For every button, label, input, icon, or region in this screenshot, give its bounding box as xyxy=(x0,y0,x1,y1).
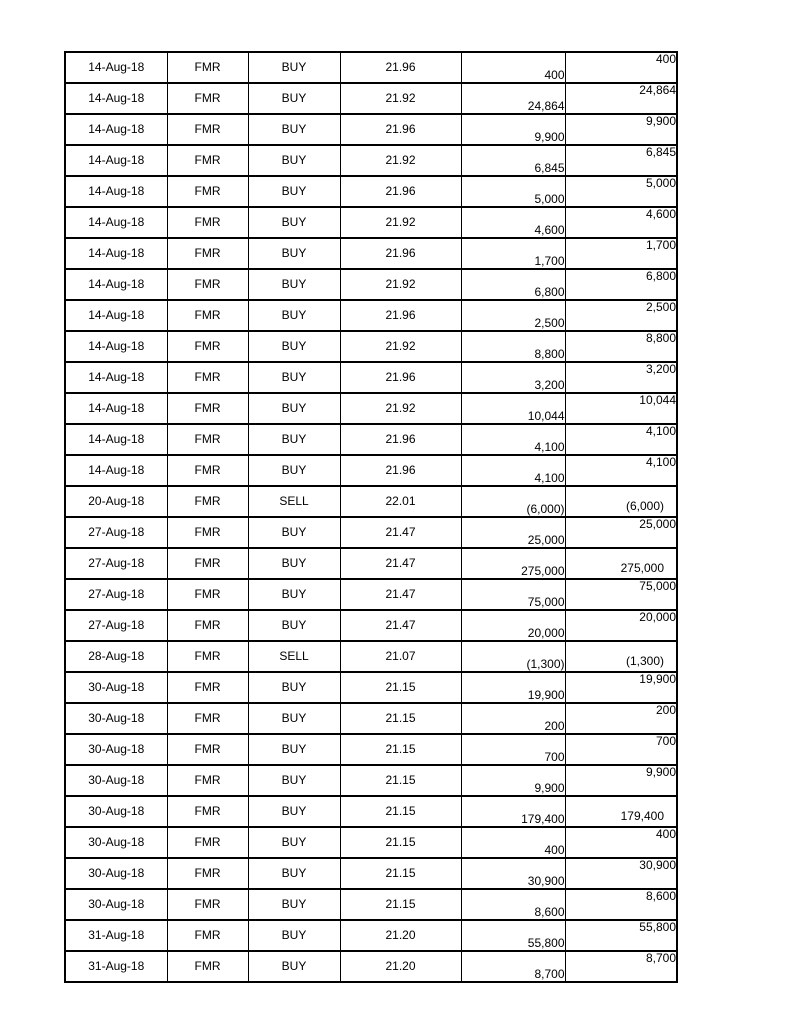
cell-price: 21.92 xyxy=(340,83,461,114)
cell-price: 21.92 xyxy=(340,145,461,176)
cell-quantity-2: 4,100 xyxy=(565,424,677,455)
cell-trade-type: BUY xyxy=(248,858,340,889)
cell-firm: FMR xyxy=(167,52,248,83)
table-row xyxy=(65,145,677,176)
cell-quantity-2: 19,900 xyxy=(565,672,677,703)
cell-quantity: 8,700 xyxy=(461,951,565,982)
cell-trade-type: BUY xyxy=(248,951,340,982)
cell-price: 21.07 xyxy=(340,641,461,672)
cell-firm: FMR xyxy=(167,951,248,982)
cell-trade-type: BUY xyxy=(248,52,340,83)
table-row xyxy=(65,827,677,858)
table-row xyxy=(65,362,677,393)
cell-quantity-2: 10,044 xyxy=(565,393,677,424)
cell-quantity-2: 75,000 xyxy=(565,579,677,610)
cell-trade-type: BUY xyxy=(248,889,340,920)
cell-quantity-2: 3,200 xyxy=(565,362,677,393)
cell-quantity-2: 24,864 xyxy=(565,83,677,114)
cell-date: 28-Aug-18 xyxy=(65,641,167,672)
cell-trade-type: BUY xyxy=(248,424,340,455)
cell-quantity-2: (1,300) xyxy=(565,641,677,672)
cell-quantity: 20,000 xyxy=(461,610,565,641)
cell-trade-type: BUY xyxy=(248,827,340,858)
cell-price: 21.15 xyxy=(340,827,461,858)
cell-date: 27-Aug-18 xyxy=(65,517,167,548)
cell-date: 14-Aug-18 xyxy=(65,331,167,362)
cell-trade-type: BUY xyxy=(248,269,340,300)
cell-firm: FMR xyxy=(167,734,248,765)
cell-date: 14-Aug-18 xyxy=(65,114,167,145)
cell-quantity: 275,000 xyxy=(461,548,565,579)
cell-trade-type: BUY xyxy=(248,176,340,207)
cell-quantity-2: 275,000 xyxy=(565,548,677,579)
cell-quantity-2: 30,900 xyxy=(565,858,677,889)
cell-quantity: 3,200 xyxy=(461,362,565,393)
cell-firm: FMR xyxy=(167,176,248,207)
cell-firm: FMR xyxy=(167,331,248,362)
cell-trade-type: BUY xyxy=(248,114,340,145)
cell-firm: FMR xyxy=(167,114,248,145)
cell-price: 21.15 xyxy=(340,672,461,703)
cell-price: 21.96 xyxy=(340,176,461,207)
table-row xyxy=(65,765,677,796)
table-row xyxy=(65,858,677,889)
cell-quantity-2: 5,000 xyxy=(565,176,677,207)
cell-price: 21.15 xyxy=(340,703,461,734)
cell-price: 21.96 xyxy=(340,362,461,393)
cell-quantity: (1,300) xyxy=(461,641,565,672)
table-row xyxy=(65,393,677,424)
cell-trade-type: BUY xyxy=(248,796,340,827)
cell-date: 14-Aug-18 xyxy=(65,300,167,331)
cell-trade-type: BUY xyxy=(248,765,340,796)
cell-quantity-2: 1,700 xyxy=(565,238,677,269)
cell-price: 21.96 xyxy=(340,424,461,455)
cell-date: 14-Aug-18 xyxy=(65,52,167,83)
cell-trade-type: BUY xyxy=(248,362,340,393)
cell-date: 14-Aug-18 xyxy=(65,207,167,238)
cell-price: 21.96 xyxy=(340,238,461,269)
table-row xyxy=(65,52,677,83)
cell-trade-type: SELL xyxy=(248,641,340,672)
cell-price: 21.92 xyxy=(340,331,461,362)
cell-quantity: 4,600 xyxy=(461,207,565,238)
trades-table-body xyxy=(65,52,677,982)
cell-trade-type: BUY xyxy=(248,734,340,765)
cell-firm: FMR xyxy=(167,827,248,858)
table-row xyxy=(65,83,677,114)
cell-quantity: 8,600 xyxy=(461,889,565,920)
cell-quantity: 179,400 xyxy=(461,796,565,827)
cell-date: 30-Aug-18 xyxy=(65,672,167,703)
table-row xyxy=(65,300,677,331)
cell-quantity: 30,900 xyxy=(461,858,565,889)
cell-firm: FMR xyxy=(167,362,248,393)
cell-quantity: 25,000 xyxy=(461,517,565,548)
cell-price: 21.92 xyxy=(340,269,461,300)
table-row xyxy=(65,889,677,920)
cell-quantity-2: 20,000 xyxy=(565,610,677,641)
cell-price: 21.20 xyxy=(340,951,461,982)
cell-quantity: 6,800 xyxy=(461,269,565,300)
cell-firm: FMR xyxy=(167,548,248,579)
cell-trade-type: BUY xyxy=(248,207,340,238)
cell-quantity: 2,500 xyxy=(461,300,565,331)
cell-date: 27-Aug-18 xyxy=(65,548,167,579)
cell-date: 14-Aug-18 xyxy=(65,362,167,393)
table-row xyxy=(65,951,677,982)
cell-quantity: 8,800 xyxy=(461,331,565,362)
cell-quantity-2: (6,000) xyxy=(565,486,677,517)
cell-quantity: 75,000 xyxy=(461,579,565,610)
cell-firm: FMR xyxy=(167,610,248,641)
cell-firm: FMR xyxy=(167,486,248,517)
cell-date: 14-Aug-18 xyxy=(65,455,167,486)
table-row xyxy=(65,455,677,486)
cell-date: 31-Aug-18 xyxy=(65,920,167,951)
cell-quantity: 700 xyxy=(461,734,565,765)
cell-firm: FMR xyxy=(167,579,248,610)
cell-date: 30-Aug-18 xyxy=(65,765,167,796)
cell-quantity: 55,800 xyxy=(461,920,565,951)
table-row xyxy=(65,238,677,269)
cell-firm: FMR xyxy=(167,424,248,455)
cell-quantity: 9,900 xyxy=(461,114,565,145)
cell-quantity: 200 xyxy=(461,703,565,734)
cell-date: 30-Aug-18 xyxy=(65,827,167,858)
cell-quantity-2: 8,700 xyxy=(565,951,677,982)
table-row xyxy=(65,176,677,207)
cell-firm: FMR xyxy=(167,455,248,486)
cell-price: 21.47 xyxy=(340,517,461,548)
cell-firm: FMR xyxy=(167,300,248,331)
cell-trade-type: BUY xyxy=(248,393,340,424)
table-row xyxy=(65,672,677,703)
table-row xyxy=(65,796,677,827)
cell-quantity-2: 8,800 xyxy=(565,331,677,362)
table-row xyxy=(65,641,677,672)
cell-price: 21.47 xyxy=(340,579,461,610)
cell-date: 14-Aug-18 xyxy=(65,83,167,114)
cell-price: 21.15 xyxy=(340,734,461,765)
cell-quantity-2: 8,600 xyxy=(565,889,677,920)
table-row xyxy=(65,734,677,765)
cell-date: 31-Aug-18 xyxy=(65,951,167,982)
table-row xyxy=(65,517,677,548)
cell-quantity-2: 200 xyxy=(565,703,677,734)
cell-quantity: 9,900 xyxy=(461,765,565,796)
cell-firm: FMR xyxy=(167,889,248,920)
table-row xyxy=(65,114,677,145)
cell-trade-type: BUY xyxy=(248,517,340,548)
cell-date: 30-Aug-18 xyxy=(65,889,167,920)
cell-quantity-2: 6,800 xyxy=(565,269,677,300)
cell-quantity-2: 400 xyxy=(565,52,677,83)
cell-firm: FMR xyxy=(167,83,248,114)
cell-firm: FMR xyxy=(167,858,248,889)
trades-table xyxy=(64,51,678,983)
cell-trade-type: BUY xyxy=(248,238,340,269)
cell-quantity-2: 6,845 xyxy=(565,145,677,176)
cell-price: 21.20 xyxy=(340,920,461,951)
cell-price: 21.96 xyxy=(340,52,461,83)
cell-quantity: 5,000 xyxy=(461,176,565,207)
table-row xyxy=(65,207,677,238)
cell-trade-type: BUY xyxy=(248,300,340,331)
cell-firm: FMR xyxy=(167,920,248,951)
cell-firm: FMR xyxy=(167,145,248,176)
cell-quantity-2: 4,600 xyxy=(565,207,677,238)
cell-trade-type: BUY xyxy=(248,672,340,703)
cell-trade-type: BUY xyxy=(248,331,340,362)
table-row xyxy=(65,486,677,517)
cell-trade-type: BUY xyxy=(248,579,340,610)
cell-trade-type: BUY xyxy=(248,610,340,641)
cell-quantity-2: 2,500 xyxy=(565,300,677,331)
cell-price: 21.15 xyxy=(340,796,461,827)
cell-price: 21.47 xyxy=(340,548,461,579)
table-row xyxy=(65,703,677,734)
cell-quantity: 24,864 xyxy=(461,83,565,114)
cell-date: 20-Aug-18 xyxy=(65,486,167,517)
cell-quantity: (6,000) xyxy=(461,486,565,517)
cell-quantity: 400 xyxy=(461,52,565,83)
cell-date: 14-Aug-18 xyxy=(65,145,167,176)
cell-date: 14-Aug-18 xyxy=(65,238,167,269)
cell-firm: FMR xyxy=(167,238,248,269)
cell-price: 21.92 xyxy=(340,393,461,424)
cell-quantity: 10,044 xyxy=(461,393,565,424)
cell-firm: FMR xyxy=(167,703,248,734)
cell-firm: FMR xyxy=(167,269,248,300)
cell-price: 21.96 xyxy=(340,300,461,331)
cell-date: 27-Aug-18 xyxy=(65,610,167,641)
table-row xyxy=(65,331,677,362)
cell-firm: FMR xyxy=(167,765,248,796)
cell-date: 30-Aug-18 xyxy=(65,858,167,889)
cell-trade-type: BUY xyxy=(248,455,340,486)
cell-price: 21.47 xyxy=(340,610,461,641)
cell-quantity-2: 9,900 xyxy=(565,114,677,145)
table-row xyxy=(65,920,677,951)
cell-firm: FMR xyxy=(167,207,248,238)
cell-trade-type: BUY xyxy=(248,920,340,951)
cell-date: 30-Aug-18 xyxy=(65,703,167,734)
cell-price: 21.96 xyxy=(340,455,461,486)
cell-price: 21.92 xyxy=(340,207,461,238)
table-row xyxy=(65,424,677,455)
cell-quantity: 4,100 xyxy=(461,424,565,455)
cell-quantity-2: 700 xyxy=(565,734,677,765)
cell-date: 14-Aug-18 xyxy=(65,176,167,207)
table-row xyxy=(65,579,677,610)
cell-date: 30-Aug-18 xyxy=(65,796,167,827)
cell-date: 27-Aug-18 xyxy=(65,579,167,610)
cell-quantity-2: 4,100 xyxy=(565,455,677,486)
cell-date: 14-Aug-18 xyxy=(65,424,167,455)
cell-quantity-2: 400 xyxy=(565,827,677,858)
cell-quantity: 1,700 xyxy=(461,238,565,269)
cell-quantity: 4,100 xyxy=(461,455,565,486)
cell-firm: FMR xyxy=(167,641,248,672)
cell-firm: FMR xyxy=(167,393,248,424)
cell-trade-type: BUY xyxy=(248,548,340,579)
cell-trade-type: BUY xyxy=(248,703,340,734)
table-row xyxy=(65,269,677,300)
cell-date: 30-Aug-18 xyxy=(65,734,167,765)
cell-firm: FMR xyxy=(167,672,248,703)
cell-price: 21.96 xyxy=(340,114,461,145)
cell-quantity: 400 xyxy=(461,827,565,858)
cell-quantity-2: 9,900 xyxy=(565,765,677,796)
cell-price: 21.15 xyxy=(340,858,461,889)
table-row xyxy=(65,610,677,641)
table-row xyxy=(65,548,677,579)
cell-quantity-2: 55,800 xyxy=(565,920,677,951)
cell-date: 14-Aug-18 xyxy=(65,269,167,300)
cell-quantity: 19,900 xyxy=(461,672,565,703)
cell-trade-type: BUY xyxy=(248,83,340,114)
cell-firm: FMR xyxy=(167,796,248,827)
cell-quantity-2: 179,400 xyxy=(565,796,677,827)
cell-trade-type: BUY xyxy=(248,145,340,176)
cell-quantity: 6,845 xyxy=(461,145,565,176)
cell-price: 21.15 xyxy=(340,765,461,796)
cell-date: 14-Aug-18 xyxy=(65,393,167,424)
cell-firm: FMR xyxy=(167,517,248,548)
cell-price: 22.01 xyxy=(340,486,461,517)
cell-trade-type: SELL xyxy=(248,486,340,517)
cell-quantity-2: 25,000 xyxy=(565,517,677,548)
cell-price: 21.15 xyxy=(340,889,461,920)
